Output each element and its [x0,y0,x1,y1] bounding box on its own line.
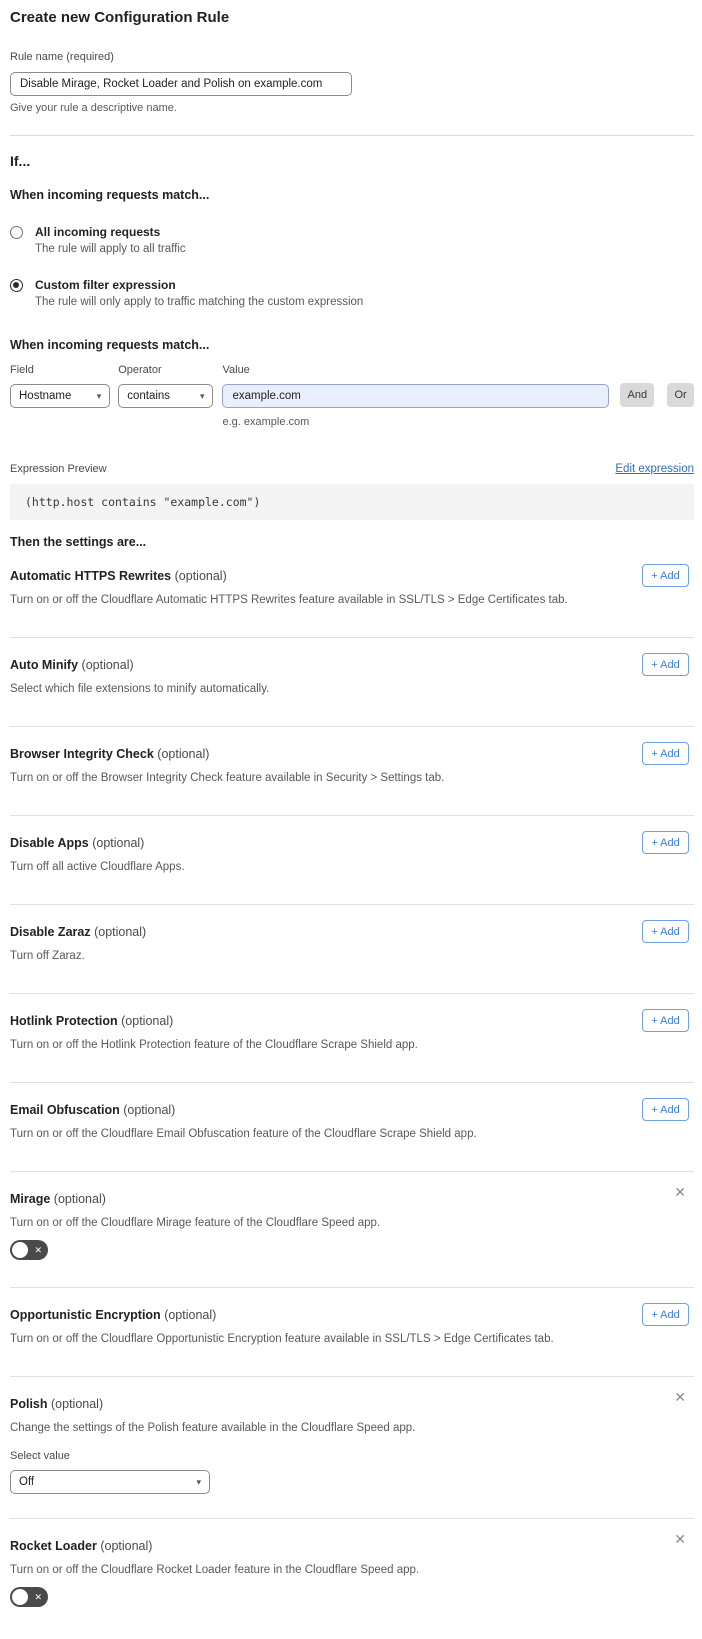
setting-auto-minify [10,638,694,727]
radio-custom-filter-description: The rule will only apply to traffic matching the custom expression [35,296,364,308]
add-button[interactable]: + Add [642,1009,689,1032]
chevron-down-icon: ▾ [196,1476,201,1487]
setting-hotlink-protection [10,994,694,1083]
polish-value-select[interactable] [10,1470,210,1494]
operator-select[interactable] [118,384,213,408]
optional-tag: (optional) [81,658,134,672]
setting-description: Turn off all active Cloudflare Apps. [10,861,185,873]
field-label: Field [10,364,34,376]
add-button[interactable]: + Add [642,1303,689,1326]
value-input[interactable] [222,384,609,408]
setting-description: Turn on or off the Cloudflare Rocket Loader feature in the Cloudflare Speed app. [10,1564,420,1576]
setting-name: Email Obfuscation [10,1103,120,1117]
edit-expression-link[interactable]: Edit expression [615,463,694,475]
toggle-off-x-icon: ✕ [34,1245,42,1255]
setting-opportunistic-encryption [10,1288,694,1377]
optional-tag: (optional) [100,1539,153,1553]
section-divider [10,135,694,136]
matcher-row [10,364,694,428]
radio-button-unselected-icon[interactable] [10,226,23,239]
add-button[interactable]: + Add [642,653,689,676]
setting-disable-apps [10,816,694,905]
chevron-down-icon: ▾ [96,390,102,401]
matcher-heading: When incoming requests match... [10,338,210,352]
toggle-off-x-icon: ✕ [34,1592,42,1602]
setting-email-obfuscation [10,1083,694,1172]
value-help: e.g. example.com [222,416,310,428]
operator-select-value: contains [127,390,171,402]
setting-name: Disable Zaraz [10,925,91,939]
setting-name: Hotlink Protection [10,1014,118,1028]
expression-preview-label: Expression Preview [10,463,107,475]
remove-setting-icon[interactable]: ✕ [674,1389,686,1405]
select-value-label: Select value [10,1450,70,1462]
if-heading: If... [10,153,31,169]
optional-tag: (optional) [94,925,147,939]
optional-tag: (optional) [53,1192,106,1206]
rule-name-label: Rule name (required) [10,51,114,63]
setting-automatic-https-rewrites [10,549,694,638]
optional-tag: (optional) [164,1308,217,1322]
setting-description: Turn on or off the Cloudflare Automatic HTTPS Rewrites feature available in SSL/TLS > Edge Certificates tab. [10,594,568,606]
field-select[interactable] [10,384,110,408]
setting-description: Turn on or off the Cloudflare Email Obfuscation feature of the Cloudflare Scrape Shield app. [10,1128,477,1140]
chevron-down-icon: ▾ [199,390,205,401]
page-title: Create new Configuration Rule [10,9,230,26]
remove-setting-icon[interactable]: ✕ [674,1184,686,1200]
optional-tag: (optional) [51,1397,104,1411]
expression-code: (http.host contains "example.com") [10,484,694,520]
add-button[interactable]: + Add [642,564,689,587]
rule-name-input[interactable] [10,72,352,96]
rule-name-section [10,47,694,114]
rocket-loader-toggle-off[interactable] [10,1587,48,1607]
setting-description: Turn on or off the Cloudflare Opportunistic Encryption feature available in SSL/TLS > Edge Certificates tab. [10,1333,554,1345]
setting-name: Mirage [10,1192,51,1206]
radio-custom-filter-expression[interactable] [10,278,694,308]
setting-name: Automatic HTTPS Rewrites [10,569,172,583]
setting-name: Polish [10,1397,48,1411]
add-button[interactable]: + Add [642,831,689,854]
setting-description: Turn on or off the Browser Integrity Check feature available in Security > Settings tab. [10,772,445,784]
polish-select-value: Off [19,1476,35,1488]
radio-custom-filter-label: Custom filter expression [35,278,176,292]
toggle-knob [12,1242,28,1258]
remove-setting-icon[interactable]: ✕ [674,1531,686,1547]
or-button[interactable]: Or [667,383,694,407]
setting-browser-integrity-check [10,727,694,816]
setting-polish [10,1377,694,1519]
setting-disable-zaraz [10,905,694,994]
field-select-value: Hostname [19,390,72,402]
radio-all-incoming-description: The rule will apply to all traffic [35,243,186,255]
add-button[interactable]: + Add [642,920,689,943]
setting-name: Auto Minify [10,658,79,672]
add-button[interactable]: + Add [642,742,689,765]
setting-name: Opportunistic Encryption [10,1308,161,1322]
radio-all-incoming-label: All incoming requests [35,225,161,239]
setting-description: Turn on or off the Hotlink Protection feature of the Cloudflare Scrape Shield app. [10,1039,418,1051]
operator-label: Operator [118,364,162,376]
setting-description: Change the settings of the Polish feature available in the Cloudflare Speed app. [10,1422,416,1434]
mirage-toggle-off[interactable] [10,1240,48,1260]
radio-all-incoming-requests[interactable] [10,225,694,255]
radio-button-selected-icon[interactable] [10,279,23,292]
incoming-match-heading: When incoming requests match... [10,188,210,202]
setting-name: Disable Apps [10,836,89,850]
setting-rocket-loader [10,1519,694,1615]
optional-tag: (optional) [123,1103,176,1117]
setting-name: Browser Integrity Check [10,747,154,761]
add-button[interactable]: + Add [642,1098,689,1121]
setting-description: Turn off Zaraz. [10,950,85,962]
toggle-knob [12,1589,28,1605]
then-settings-heading: Then the settings are... [10,535,147,549]
setting-description: Select which file extensions to minify automatically. [10,683,270,695]
setting-mirage [10,1172,694,1288]
rule-name-help: Give your rule a descriptive name. [10,102,177,114]
expression-preview-header [10,463,694,475]
optional-tag: (optional) [174,569,227,583]
and-button[interactable]: And [620,383,654,407]
value-label: Value [222,364,250,376]
setting-description: Turn on or off the Cloudflare Mirage feature of the Cloudflare Speed app. [10,1217,381,1229]
optional-tag: (optional) [92,836,145,850]
optional-tag: (optional) [157,747,210,761]
setting-name: Rocket Loader [10,1539,97,1553]
optional-tag: (optional) [121,1014,174,1028]
